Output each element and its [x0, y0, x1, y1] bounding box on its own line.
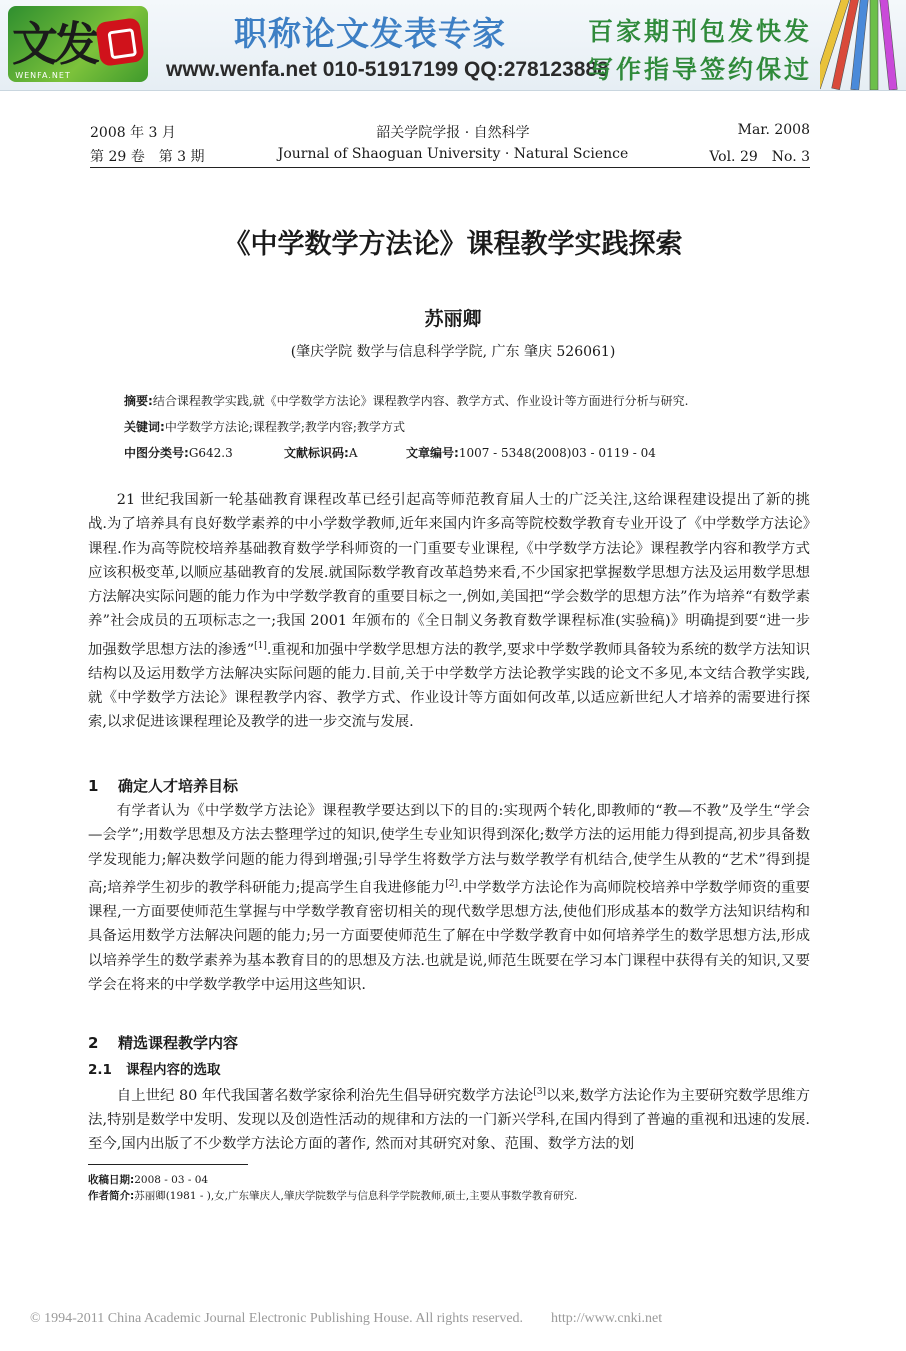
intro-paragraph: [88, 488, 810, 735]
header-volume-en: Vol. 29 No. 3: [709, 149, 810, 165]
site-banner[interactable]: [0, 0, 906, 91]
header-divider: [90, 167, 810, 168]
received-label: 收稿日期:: [88, 1174, 135, 1186]
section-2-number: 2: [88, 1034, 99, 1052]
doc-code-value: A: [348, 446, 358, 460]
section-1-title: 确定人才培养目标: [118, 777, 239, 795]
article-no-value: 1007 - 5348(2008)03 - 0119 - 04: [458, 446, 656, 460]
abstract-text: 结合课程教学实践,就《中学数学方法论》课程教学内容、教学方式、作业设计等方面进行分析与研究.: [152, 394, 689, 408]
section-2-1-text-b: 以来,数学方法论作为主要研究数学思维方法,特别是数学中发明、发现以及创造性活动的规律和方法的一门新兴学科,在国内得到了普遍的重视和迅速的发展.至今,国内出版了不少数学方法论方面的著作, 然而对其研究对象、范围、数学方法的划: [88, 1087, 810, 1153]
header-journal-cn: 韶关学院学报 · 自然科学: [376, 125, 530, 141]
footnote-received: [88, 1172, 208, 1187]
header-date-en: Mar. 2008: [737, 122, 810, 138]
logo-text: 文发: [12, 17, 96, 71]
section-1-number: 1: [88, 777, 99, 795]
section-1-paragraph: [88, 799, 810, 997]
section-2-heading: [88, 1032, 238, 1053]
section-2-1-number: 2.1: [88, 1062, 112, 1078]
banner-slogan-2: 写作指导签约保过: [588, 55, 813, 84]
intro-text-a: 21 世纪我国新一轮基础教育课程改革已经引起高等师范教育届人士的广泛关注,这给课程建设提出了新的挑战.为了培养具有良好数学素养的中小学数学教师,近年来国内许多高等院校数学教育专业开设了《中学数学方法论》课程.作为高等院校培养基础教育数学学科师资的一门重要专业课程,《中学数学方法论》课程教学内容和教学方式应该积极变革,以顺应基础教育的发展.就国际数学教育改革趋势来看,不少国家把掌握数学思想方法及运用数学思想方法解决实际问题的能力作为中学数学教育的重要目标之一,例如,美国把“学会数学的思想方法”作为培养“有数学素养”社会成员的五项标志之一;我国 2001 年颁布的《全日制义务教育数学课程标准(实验稿)》明确提到要“进一步加强数学思想方法的渗透”: [88, 492, 810, 658]
citation-ref-3[interactable]: [3]: [533, 1087, 547, 1097]
section-2-title: 精选课程教学内容: [118, 1034, 239, 1052]
abstract-label: 摘要:: [124, 394, 153, 408]
clc-value: G642.3: [188, 446, 233, 460]
section-2-1-paragraph: [88, 1080, 810, 1157]
section-2-1-text-a: 自上世纪 80 年代我国著名数学家徐利治先生倡导研究数学方法论: [116, 1087, 534, 1104]
author-affiliation: (肇庆学院 数学与信息科学学院, 广东 肇庆 526061): [290, 344, 616, 360]
abstract: [124, 392, 688, 409]
logo-mark-icon: [95, 17, 145, 67]
copyright-notice: © 1994-2011 China Academic Journal Electronic Publishing House. All rights reserved. http://www.cnki.net: [30, 1311, 663, 1326]
header-date-cn: 2008 年 3 月: [90, 125, 176, 141]
footnote-divider: [88, 1164, 248, 1165]
banner-slogan-1: 百家期刊包发快发: [588, 17, 813, 46]
wenfa-logo[interactable]: [8, 6, 148, 82]
article-title: 《中学数学方法论》课程教学实践探索: [223, 229, 683, 260]
article-no-label: 文章编号:: [406, 446, 459, 460]
section-1-text-a: 有学者认为《中学数学方法论》课程教学要达到以下的目的:实现两个转化,即教师的“教—不教”及学生“学会—会学”;用数学思想及方法去整理学过的知识,使学生专业知识得到深化;数学方法的运用能力得到提高,初步具备数学发现能力;解决数学问题的能力得到增强;引导学生将数学方法与数学教学有机结合,使学生从教的“艺术”得到提高;培养学生初步的教学科研能力;提高学生自我进修能力: [88, 803, 810, 896]
classification-row: [124, 444, 656, 461]
pencils-icon: [820, 0, 906, 90]
section-2-1-heading: [88, 1058, 221, 1078]
section-1-text-b: .中学数学方法论作为高师院校培养中学数学师资的重要课程,一方面要使师范生掌握与中学数学教育密切相关的现代数学思想方法,使他们形成基本的数学方法知识结构和具备运用数学方法解决问题的能力;另一方面要使师范生了解在中学数学教育中如何培养学生的数学思想方法,形成以培养学生的数学素养为基本教育目的的思想及方法.也就是说,师范生既要在学习本门课程中获得有关的知识,又要学会在将来的中学数学教学中运用这些知识.: [88, 879, 811, 993]
header-volume-cn: 第 29 卷 第 3 期: [90, 149, 205, 165]
citation-ref-2[interactable]: [2]: [445, 878, 459, 889]
section-2-1-title: 课程内容的选取: [126, 1062, 221, 1078]
intro-text-b: .重视和加强中学数学思想方法的教学,要求中学数学教师具备较为系统的数学方法知识结构以及运用数学方法解决实际问题的能力.目前,关于中学数学方法论教学实践的论文不多见,本文结合教学实践,就《中学数学方法论》课程教学内容、教学方式、作业设计等方面如何改革,以适应新世纪人才培养的需要进行探索,以求促进该课程理论及教学的进一步交流与发展.: [88, 641, 811, 731]
bio-text: 苏丽卿(1981 - ),女,广东肇庆人,肇庆学院数学与信息科学学院教师,硕士,主要从事数学教育研究.: [134, 1190, 578, 1202]
keywords: [124, 418, 405, 435]
header-journal-en: Journal of Shaoguan University · Natural Science: [277, 146, 629, 162]
received-date: 2008 - 03 - 04: [134, 1174, 209, 1186]
clc-label: 中图分类号:: [124, 446, 189, 460]
article-author: 苏丽卿: [424, 308, 482, 330]
section-1-heading: [88, 775, 238, 796]
keywords-text: 中学数学方法论;课程教学;教学内容;教学方式: [164, 420, 405, 434]
footnote-bio: [88, 1188, 577, 1203]
doc-code-label: 文献标识码:: [284, 446, 349, 460]
logo-subtext: WENFA.NET: [15, 71, 71, 80]
keywords-label: 关键词:: [124, 420, 165, 434]
banner-contact[interactable]: www.wenfa.net 010-51917199 QQ:278123888: [166, 58, 609, 81]
bio-label: 作者简介:: [88, 1190, 135, 1202]
banner-title: 职称论文发表专家: [234, 14, 506, 53]
citation-ref-1[interactable]: [1]: [254, 640, 267, 651]
